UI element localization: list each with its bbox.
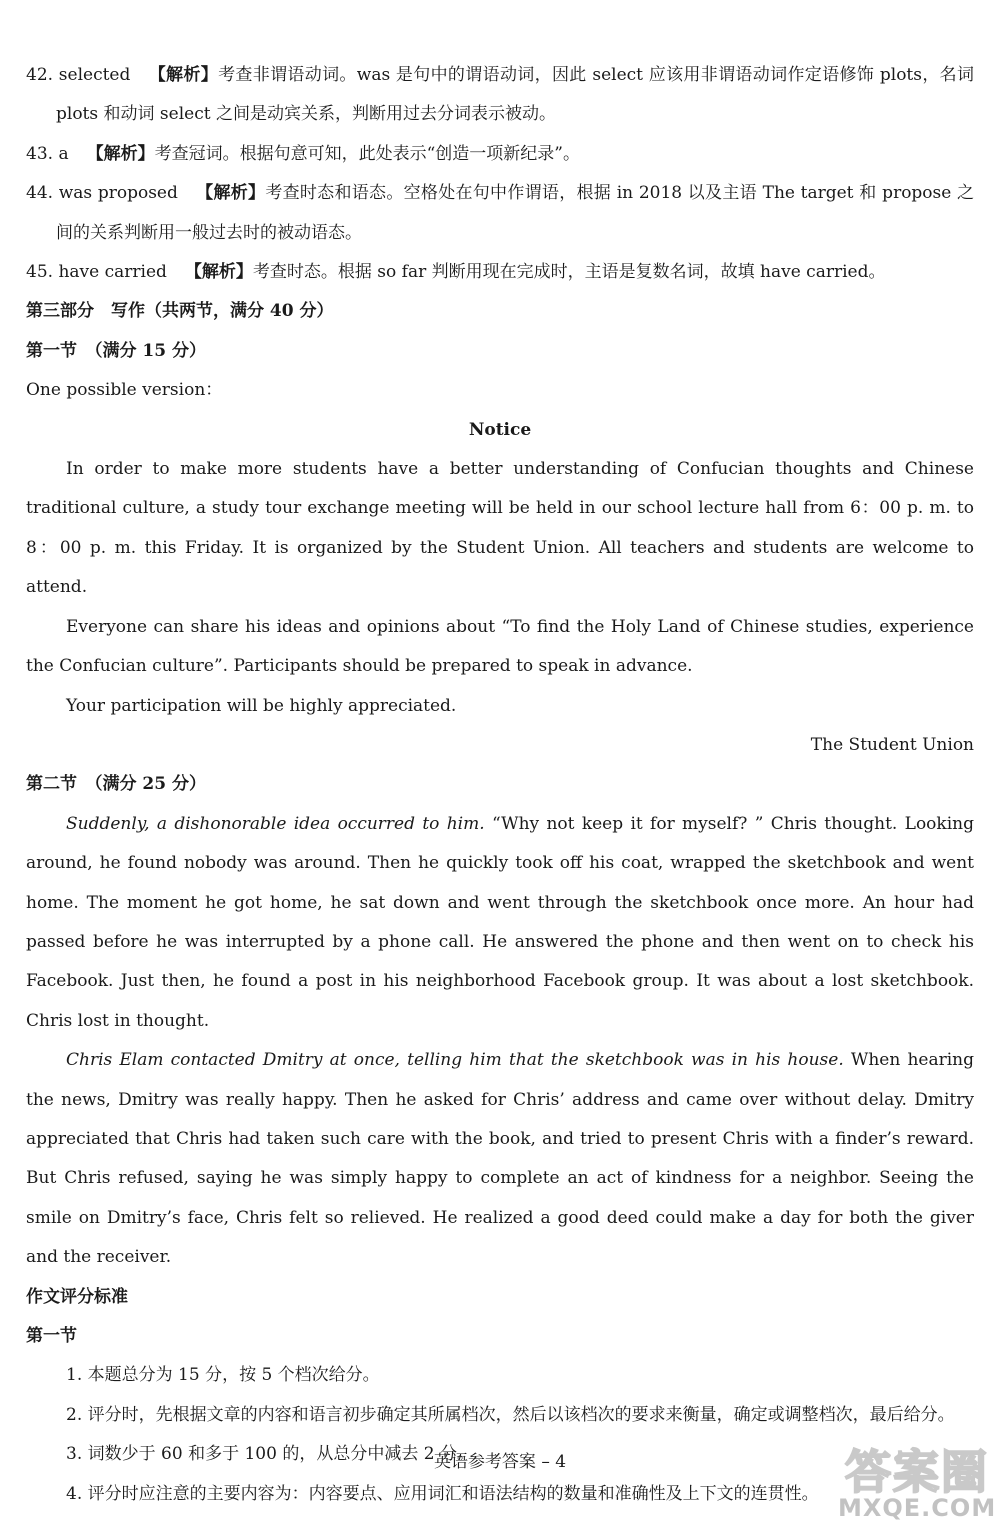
- grading-item-3: 3. 词数少于 60 和多于 100 的，从总分中减去 2 分。: [66, 1444, 474, 1465]
- story-given-start: Suddenly, a dishonorable idea occurred to him.: [66, 813, 485, 834]
- part3-title: 第三部分 写作（共两节，满分 40 分）: [26, 301, 334, 322]
- section2-title: 第二节 （满分 25 分）: [26, 774, 206, 795]
- answer-number: 43.: [26, 143, 54, 164]
- answer-number: 44.: [26, 183, 54, 204]
- version-label: One possible version：: [26, 380, 223, 401]
- analysis-tag: 【解析】: [184, 262, 253, 283]
- analysis-text: 考查冠词。根据句意可知，此处表示“创造一项新纪录”。: [154, 143, 580, 164]
- notice-paragraph-1: In order to make more students have a better understanding of Confucian thoughts and Chinese traditional culture, a study tour exchange meeting will be held in our school lecture hall from 6：00 p. m. to 8：00 p. m. this Friday. It is organized by the Student Union. All teachers and students are welcome to attend.: [26, 459, 974, 598]
- analysis-text: 考查时态和语态。空格处在句中作谓语，根据 in 2018 以及主语 The target 和 propose 之间的关系判断用一般过去时的被动语态。: [56, 183, 975, 243]
- story-paragraph-2: [26, 1041, 974, 1277]
- answer-number: 45.: [26, 262, 54, 283]
- answer-number: 42.: [26, 65, 54, 85]
- notice-title: Notice: [468, 419, 532, 440]
- analysis-text: 考查时态。根据 so far 判断用现在完成时，主语是复数名词，故填 have carried。: [252, 262, 886, 283]
- grading-title: 作文评分标准: [26, 1286, 128, 1307]
- grading-item-4: 4. 评分时应注意的主要内容为：内容要点、应用词汇和语法结构的数量和准确性及上下文的连贯性。: [66, 1483, 819, 1504]
- grading-item-1: 1. 本题总分为 15 分，按 5 个档次给分。: [66, 1365, 380, 1386]
- grading-section1-title: 第一节: [26, 1326, 77, 1346]
- story-given-start: Chris Elam contacted Dmitry at once, telling him that the sketchbook was in his house.: [66, 1050, 844, 1071]
- watermark-url: MXQE.COM: [838, 1494, 997, 1522]
- answer-word: selected: [58, 65, 131, 85]
- page-footer: 英语参考答案 – 4: [433, 1452, 567, 1472]
- answer-word: was proposed: [58, 183, 178, 204]
- story-continuation: When hearing the news, Dmitry was really happy. Then he asked for Chris’ address and came over without delay. Dmitry appreciated that Chris had taken such care with the book, and tried to present Chris with a finder’s reward. But Chris refused, saying he was simply happy to complete an act of kindness for a neighbor. Seeing the smile on Dmitry’s face, Chris felt so relieved. He realized a good deed could make a day for both the giver and the receiver.: [26, 1050, 974, 1268]
- answer-word: have carried: [58, 262, 167, 283]
- notice-paragraph-3: Your participation will be highly appreciated.: [66, 695, 457, 716]
- watermark-logo-text: 答案圈: [845, 1445, 989, 1499]
- answer-word: a: [58, 143, 69, 164]
- answer-page: [26, 56, 974, 1514]
- answer-44: [26, 174, 974, 253]
- answer-43: [26, 135, 974, 174]
- analysis-tag: 【解析】: [195, 183, 266, 204]
- analysis-tag: 【解析】: [86, 143, 155, 164]
- notice-paragraph-2: Everyone can share his ideas and opinions about “To find the Holy Land of Chinese studies, experience the Confucian culture”. Participants should be prepared to speak in advance.: [26, 616, 974, 677]
- answer-45: [26, 253, 974, 292]
- section1-title: 第一节 （满分 15 分）: [26, 340, 206, 361]
- grading-item-2: 2. 评分时，先根据文章的内容和语言初步确定其所属档次，然后以该档次的要求来衡量，确定或调整档次，最后给分。: [66, 1404, 955, 1425]
- story-paragraph-1: [26, 805, 974, 1041]
- analysis-tag: 【解析】: [148, 65, 219, 85]
- answer-42: [26, 56, 974, 135]
- story-continuation: “Why not keep it for myself? ” Chris thought. Looking around, he found nobody was around. Then he quickly took off his coat, wrapped the sketchbook and went home. The moment he got home, he sat down and went through the sketchbook once more. An hour had passed before he was interrupted by a phone call. He answered the phone and then went on to check his Facebook. Just then, he found a post in his neighborhood Facebook group. It was about a lost sketchbook. Chris lost in thought.: [26, 813, 974, 1031]
- analysis-text: 考查非谓语动词。was 是句中的谓语动词，因此 select 应该用非谓语动词作定语修饰 plots，名词 plots 和动词 select 之间是动宾关系，判断用过去分词表示被动。: [56, 65, 974, 125]
- watermark-logo: [838, 1436, 996, 1526]
- notice-signature: The Student Union: [810, 734, 974, 755]
